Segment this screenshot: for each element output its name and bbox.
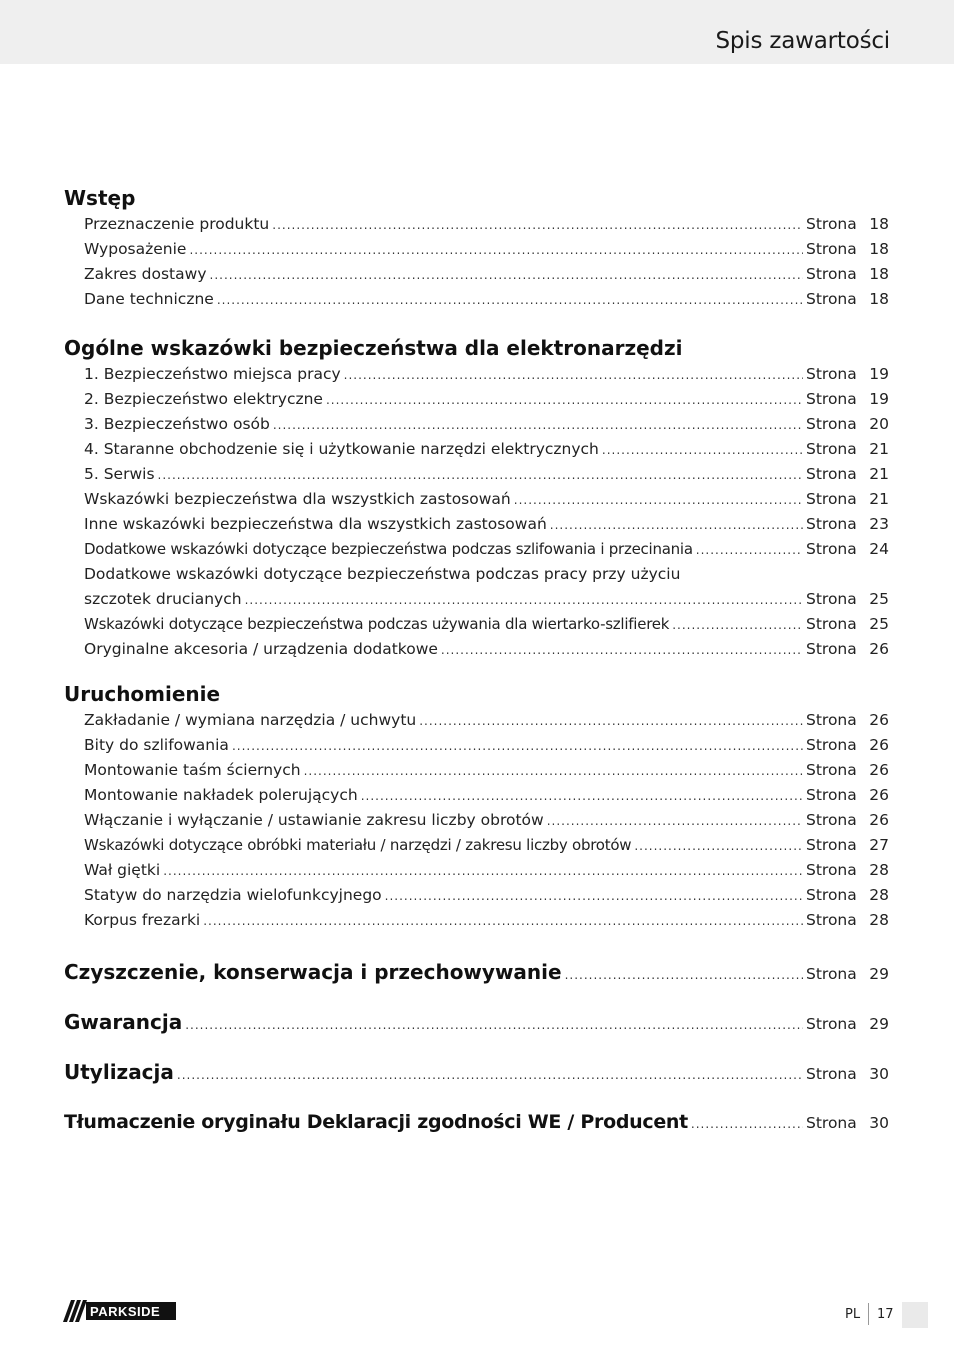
entry-label: Oryginalne akcesoria / urządzenia dodatkowe <box>84 640 438 658</box>
toc-entry[interactable] <box>84 237 889 262</box>
page-word: Strona <box>806 1065 857 1083</box>
toc-entry[interactable] <box>84 708 889 733</box>
toc-entry[interactable] <box>84 512 889 537</box>
page-word: Strona <box>806 215 857 233</box>
dot-leader <box>203 909 803 934</box>
dot-leader <box>245 588 803 613</box>
page-word: Strona <box>806 965 857 983</box>
toc-entry[interactable] <box>84 883 889 908</box>
dot-leader <box>514 488 803 513</box>
dot-leader <box>565 950 803 1000</box>
main-entry-label: Gwarancja <box>64 1010 183 1034</box>
page-word: Strona <box>806 1015 857 1033</box>
section-heading: Ogólne wskazówki bezpieczeństwa dla elektronarzędzi <box>64 336 683 360</box>
toc-entry[interactable] <box>84 487 889 512</box>
section-heading: Uruchomienie <box>64 682 221 706</box>
parkside-logo <box>64 1302 176 1320</box>
dot-leader <box>185 1000 803 1050</box>
toc-entry[interactable] <box>84 462 889 487</box>
page-word: Strona <box>806 590 857 608</box>
dot-leader <box>272 213 803 238</box>
page-number: 26 <box>869 786 889 804</box>
dot-leader <box>217 288 803 313</box>
dot-leader <box>158 463 803 488</box>
toc-main-entry[interactable] <box>64 997 889 1047</box>
page-word: Strona <box>806 240 857 258</box>
entry-label: Wskazówki bezpieczeństwa dla wszystkich zastosowań <box>84 490 511 508</box>
page-word: Strona <box>806 515 857 533</box>
dot-leader <box>547 809 803 834</box>
toc-entry-continued-line[interactable] <box>84 562 889 587</box>
page-number: 26 <box>869 640 889 658</box>
toc-entry[interactable] <box>84 537 889 562</box>
main-entry-label: Tłumaczenie oryginału Deklaracji zgodności WE / Producent <box>64 1111 688 1133</box>
page-word: Strona <box>806 615 857 633</box>
page-number: 29 <box>869 965 889 983</box>
page-number: 21 <box>869 490 889 508</box>
entry-label: Montowanie taśm ściernych <box>84 761 301 779</box>
entry-label: 5. Serwis <box>84 465 155 483</box>
page-number: 30 <box>869 1065 889 1083</box>
toc-section-safety <box>64 334 889 662</box>
page-number: 21 <box>869 440 889 458</box>
page-word: Strona <box>806 1114 857 1132</box>
dot-leader <box>232 734 803 759</box>
page-title: Spis zawartości <box>715 28 890 54</box>
section-heading: Wstęp <box>64 186 136 210</box>
page-word: Strona <box>806 540 857 558</box>
dot-leader <box>361 784 803 809</box>
toc-entry[interactable] <box>84 637 889 662</box>
page-number: 19 <box>869 390 889 408</box>
entry-label: szczotek drucianych <box>84 590 242 608</box>
page-number: 21 <box>869 465 889 483</box>
logo-slashes-icon <box>64 1302 86 1320</box>
dot-leader <box>344 363 803 388</box>
toc-entry[interactable] <box>84 858 889 883</box>
dot-leader <box>691 1099 803 1149</box>
toc-main-entry[interactable] <box>64 1047 889 1097</box>
dot-leader <box>385 884 803 909</box>
main-entry-label: Czyszczenie, konserwacja i przechowywanie <box>64 960 562 984</box>
toc-entry[interactable] <box>84 262 889 287</box>
toc-entry[interactable] <box>84 362 889 387</box>
dot-leader <box>177 1050 803 1100</box>
entry-label: 1. Bezpieczeństwo miejsca pracy <box>84 365 341 383</box>
page-number: 26 <box>869 711 889 729</box>
page-number: 28 <box>869 911 889 929</box>
toc-entry[interactable] <box>84 387 889 412</box>
page-number: 25 <box>869 615 889 633</box>
entry-label: Dodatkowe wskazówki dotyczące bezpieczeństwa podczas szlifowania i przecinania <box>84 540 693 558</box>
page-word: Strona <box>806 415 857 433</box>
page-word: Strona <box>806 836 857 854</box>
page-number: 18 <box>869 265 889 283</box>
page-word: Strona <box>806 465 857 483</box>
page-word: Strona <box>806 290 857 308</box>
dot-leader <box>672 613 803 638</box>
toc-entry[interactable] <box>84 212 889 237</box>
page-number: 20 <box>869 415 889 433</box>
entry-label: Zakładanie / wymiana narzędzia / uchwytu <box>84 711 417 729</box>
page-word: Strona <box>806 786 857 804</box>
entry-label: Włączanie i wyłączanie / ustawianie zakresu liczby obrotów <box>84 811 544 829</box>
logo-brand-text: PARKSIDE <box>90 1303 161 1319</box>
dot-leader <box>696 538 803 563</box>
page-number: 26 <box>869 736 889 754</box>
entry-label: Wyposażenie <box>84 240 187 258</box>
page-number: 18 <box>869 290 889 308</box>
language-code: PL <box>845 1307 861 1322</box>
page-word: Strona <box>806 390 857 408</box>
toc-main-entry[interactable] <box>64 947 889 997</box>
entry-label: Przeznaczenie produktu <box>84 215 270 233</box>
page-number: 27 <box>869 836 889 854</box>
toc-section-uruchomienie <box>64 680 889 933</box>
entry-label: Inne wskazówki bezpieczeństwa dla wszystkich zastosowań <box>84 515 547 533</box>
dot-leader <box>210 263 804 288</box>
entry-label: Wskazówki dotyczące obróbki materiału / narzędzi / zakresu liczby obrotów <box>84 836 632 854</box>
page-word: Strona <box>806 265 857 283</box>
footer-tab-box <box>902 1302 928 1328</box>
toc-entry[interactable] <box>84 733 889 758</box>
toc-entry[interactable] <box>84 437 889 462</box>
page-number-footer: 17 <box>877 1307 894 1322</box>
page-word: Strona <box>806 811 857 829</box>
entry-label: Dane techniczne <box>84 290 214 308</box>
page-word: Strona <box>806 365 857 383</box>
entry-label: Korpus frezarki <box>84 911 201 929</box>
main-entry-label: Utylizacja <box>64 1060 174 1084</box>
dot-leader <box>634 834 803 859</box>
toc-main-entry[interactable] <box>64 1097 889 1147</box>
dot-leader <box>304 759 803 784</box>
page-word: Strona <box>806 711 857 729</box>
table-of-contents <box>64 184 889 1147</box>
toc-entry[interactable] <box>84 783 889 808</box>
page-word: Strona <box>806 640 857 658</box>
page-number: 29 <box>869 1015 889 1033</box>
page-word: Strona <box>806 736 857 754</box>
page-number: 28 <box>869 886 889 904</box>
page-word: Strona <box>806 490 857 508</box>
toc-entry[interactable] <box>84 908 889 933</box>
footer-divider <box>868 1303 869 1325</box>
entry-label: Montowanie nakładek polerujących <box>84 786 358 804</box>
page-number: 19 <box>869 365 889 383</box>
entry-label: Zakres dostawy <box>84 265 207 283</box>
toc-entry[interactable] <box>84 587 889 612</box>
toc-entry[interactable] <box>84 833 889 858</box>
entry-label: 3. Bezpieczeństwo osób <box>84 415 270 433</box>
page-number: 24 <box>869 540 889 558</box>
entry-label-line1: Dodatkowe wskazówki dotyczące bezpieczeństwa podczas pracy przy użyciu <box>84 565 681 583</box>
entry-label: Wskazówki dotyczące bezpieczeństwa podczas używania dla wiertarko-szlifierek <box>84 615 670 633</box>
entry-label: 2. Bezpieczeństwo elektryczne <box>84 390 323 408</box>
entry-label: Wał giętki <box>84 861 161 879</box>
dot-leader <box>419 709 803 734</box>
dot-leader <box>326 388 803 413</box>
toc-entry[interactable] <box>84 758 889 783</box>
dot-leader <box>189 238 803 263</box>
page-number: 25 <box>869 590 889 608</box>
entry-label: 4. Staranne obchodzenie się i użytkowanie narzędzi elektrycznych <box>84 440 599 458</box>
page-number: 26 <box>869 811 889 829</box>
dot-leader <box>273 413 803 438</box>
page-number: 18 <box>869 215 889 233</box>
page-number: 28 <box>869 861 889 879</box>
toc-entry[interactable] <box>84 808 889 833</box>
dot-leader <box>441 638 803 663</box>
page-word: Strona <box>806 440 857 458</box>
page-word: Strona <box>806 861 857 879</box>
page-word: Strona <box>806 886 857 904</box>
toc-entry[interactable] <box>84 287 889 312</box>
page-number: 26 <box>869 761 889 779</box>
toc-entry[interactable] <box>84 612 889 637</box>
toc-section-wstep <box>64 184 889 312</box>
page-number: 18 <box>869 240 889 258</box>
dot-leader <box>602 438 803 463</box>
entry-label: Bity do szlifowania <box>84 736 229 754</box>
page-word: Strona <box>806 911 857 929</box>
entry-label: Statyw do narzędzia wielofunkcyjnego <box>84 886 382 904</box>
page-word: Strona <box>806 761 857 779</box>
dot-leader <box>163 859 803 884</box>
dot-leader <box>550 513 803 538</box>
page-number: 23 <box>869 515 889 533</box>
toc-entry[interactable] <box>84 412 889 437</box>
page-number: 30 <box>869 1114 889 1132</box>
